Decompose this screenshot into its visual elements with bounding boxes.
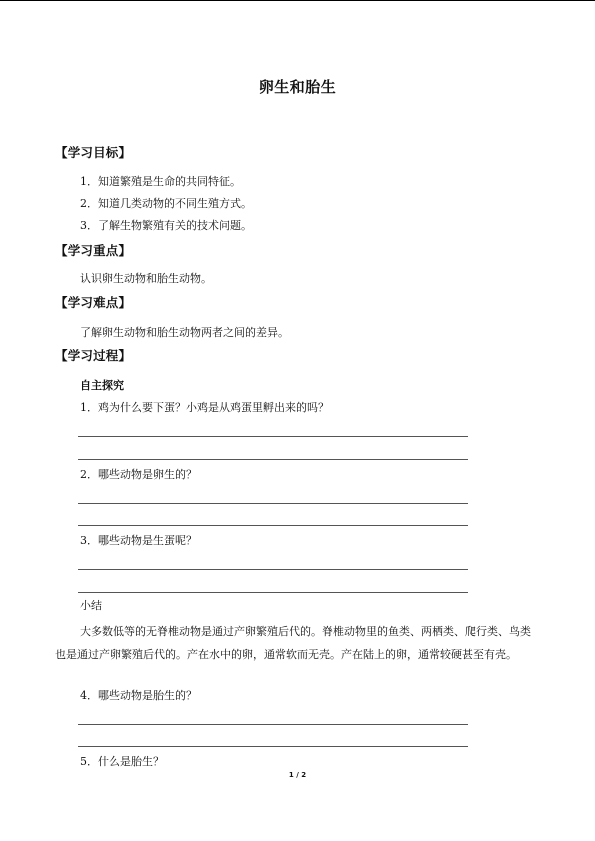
section-heading-key-points: 【学习重点】 xyxy=(55,243,132,258)
section-heading-difficulties: 【学习难点】 xyxy=(55,295,132,310)
self-study-label: 自主探究 xyxy=(80,379,124,392)
answer-line-1[interactable] xyxy=(78,436,468,437)
objective-item-3: 3．了解生物繁殖有关的技术问题。 xyxy=(80,219,252,232)
difficulties-text: 了解卵生动物和胎生动物两者之间的差异。 xyxy=(80,326,289,339)
answer-line-7[interactable] xyxy=(78,724,468,725)
key-points-text: 认识卵生动物和胎生动物。 xyxy=(80,272,212,285)
summary-paragraph: 大多数低等的无脊椎动物是通过产卵繁殖后代的。脊椎动物里的鱼类、两栖类、爬行类、鸟类也是通过产卵繁殖后代的。产在水中的卵，通常软而无壳。产在陆上的卵，通常较硬甚至有壳。 xyxy=(55,625,531,661)
page-title: 卵生和胎生 xyxy=(258,78,337,96)
answer-line-2[interactable] xyxy=(78,459,468,460)
objective-item-1: 1．知道繁殖是生命的共同特征。 xyxy=(80,175,241,188)
section-heading-learning-objectives: 【学习目标】 xyxy=(55,145,132,160)
answer-line-5[interactable] xyxy=(78,569,468,570)
summary-label: 小结 xyxy=(80,599,102,612)
question-3: 3．哪些动物是生蛋呢？ xyxy=(80,534,197,547)
question-5: 5．什么是胎生？ xyxy=(80,755,164,768)
answer-line-6[interactable] xyxy=(78,592,468,593)
answer-line-3[interactable] xyxy=(78,503,468,504)
page-indicator: 1 / 2 xyxy=(288,771,307,779)
answer-line-8[interactable] xyxy=(78,746,468,747)
question-1: 1．鸡为什么要下蛋？小鸡是从鸡蛋里孵出来的吗？ xyxy=(80,401,329,414)
answer-line-4[interactable] xyxy=(78,525,468,526)
question-4: 4．哪些动物是胎生的？ xyxy=(80,689,197,702)
objective-item-2: 2．知道几类动物的不同生殖方式。 xyxy=(80,197,252,210)
summary-block xyxy=(55,620,535,666)
question-2: 2．哪些动物是卵生的？ xyxy=(80,468,197,481)
section-heading-learning-process: 【学习过程】 xyxy=(55,348,132,363)
